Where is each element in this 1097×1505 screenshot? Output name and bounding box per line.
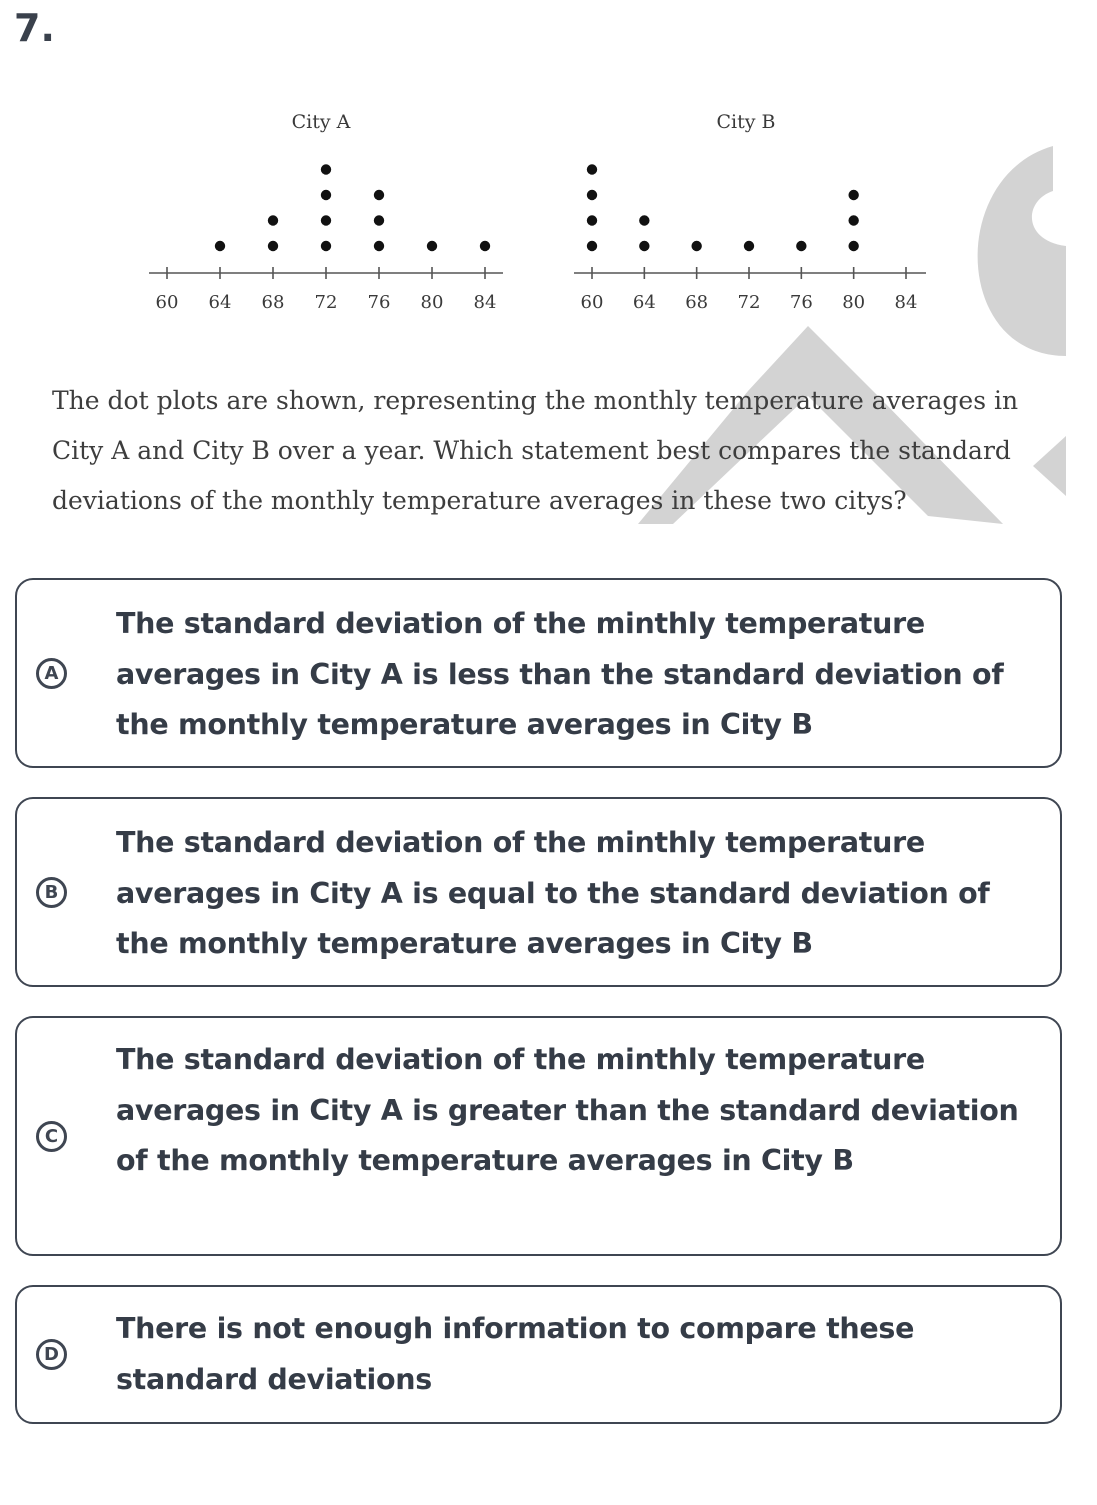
city-a-dot-72-2 (321, 215, 331, 225)
city-a-dot-76-3 (374, 190, 384, 200)
city-a-tick-label-80: 80 (420, 292, 444, 313)
city-b-dot-80-3 (848, 190, 858, 200)
question-figure (48, 96, 1066, 524)
city-b-dot-80-2 (848, 215, 858, 225)
city-b-tick-label-76: 76 (789, 292, 813, 313)
option-a-text: The standard deviation of the minthly temperature averages in City A is less than the standard deviation of the monthly temperature averages in City B (116, 607, 1004, 741)
city-a-dot-72-1 (321, 241, 331, 251)
city-a-dot-76-1 (374, 241, 384, 251)
option-c-letter: C (36, 1121, 67, 1152)
city-b-tick-label-80: 80 (842, 292, 866, 313)
city-b-dot-68-1 (691, 241, 701, 251)
dot-plots (48, 96, 1066, 376)
city-b-dot-80-1 (848, 241, 858, 251)
city-a-dot-68-1 (268, 241, 278, 251)
city-b-dot-64-2 (639, 215, 649, 225)
city-b-tick-label-84: 84 (894, 292, 918, 313)
city-a-dot-68-2 (268, 215, 278, 225)
watermark-wedge (1033, 436, 1066, 496)
option-a-letter: A (36, 658, 67, 689)
city-b-title: City B (716, 111, 776, 133)
option-d[interactable] (15, 1285, 1062, 1424)
city-a-tick-label-72: 72 (314, 292, 338, 313)
option-d-text: There is not enough information to compare these standard deviations (116, 1312, 915, 1396)
city-b-tick-label-68: 68 (685, 292, 709, 313)
city-b-dot-72-1 (744, 241, 754, 251)
city-b-dot-60-2 (587, 215, 597, 225)
question-text: The dot plots are shown, representing the monthly temperature averages in City A and City B over a year. Which statement best compares the standard deviations of the monthly temperature averages in these two citys? (52, 386, 1019, 515)
city-a-dot-64-1 (215, 241, 225, 251)
city-a-tick-label-60: 60 (155, 292, 179, 313)
city-a-dot-72-3 (321, 190, 331, 200)
city-a-dot-84-1 (480, 241, 490, 251)
option-c-text: The standard deviation of the minthly temperature averages in City A is greater than the standard deviation of the monthly temperature averages in City B (116, 1043, 1019, 1177)
option-b-text: The standard deviation of the minthly temperature averages in City A is equal to the standard deviation of the monthly temperature averages in City B (116, 826, 990, 960)
city-b-tick-label-64: 64 (632, 292, 656, 313)
city-b-dot-60-1 (587, 241, 597, 251)
city-b-dot-60-4 (587, 164, 597, 174)
city-a-tick-label-84: 84 (473, 292, 497, 313)
city-a-title: City A (291, 111, 351, 133)
option-b-letter: B (36, 877, 67, 908)
option-d-letter: D (36, 1339, 67, 1370)
city-a-tick-label-68: 68 (261, 292, 285, 313)
city-b-dot-76-1 (796, 241, 806, 251)
city-a-dot-72-4 (321, 164, 331, 174)
city-b-dot-64-1 (639, 241, 649, 251)
city-a-dot-76-2 (374, 215, 384, 225)
question-number: 7. (14, 6, 55, 50)
city-a-tick-label-76: 76 (367, 292, 391, 313)
option-a[interactable] (15, 578, 1062, 768)
option-b[interactable] (15, 797, 1062, 987)
city-b-tick-label-72: 72 (737, 292, 761, 313)
option-c[interactable] (15, 1016, 1062, 1256)
city-b-dot-60-3 (587, 190, 597, 200)
city-b-tick-label-60: 60 (580, 292, 604, 313)
city-a-dot-80-1 (427, 241, 437, 251)
city-a-tick-label-64: 64 (208, 292, 232, 313)
